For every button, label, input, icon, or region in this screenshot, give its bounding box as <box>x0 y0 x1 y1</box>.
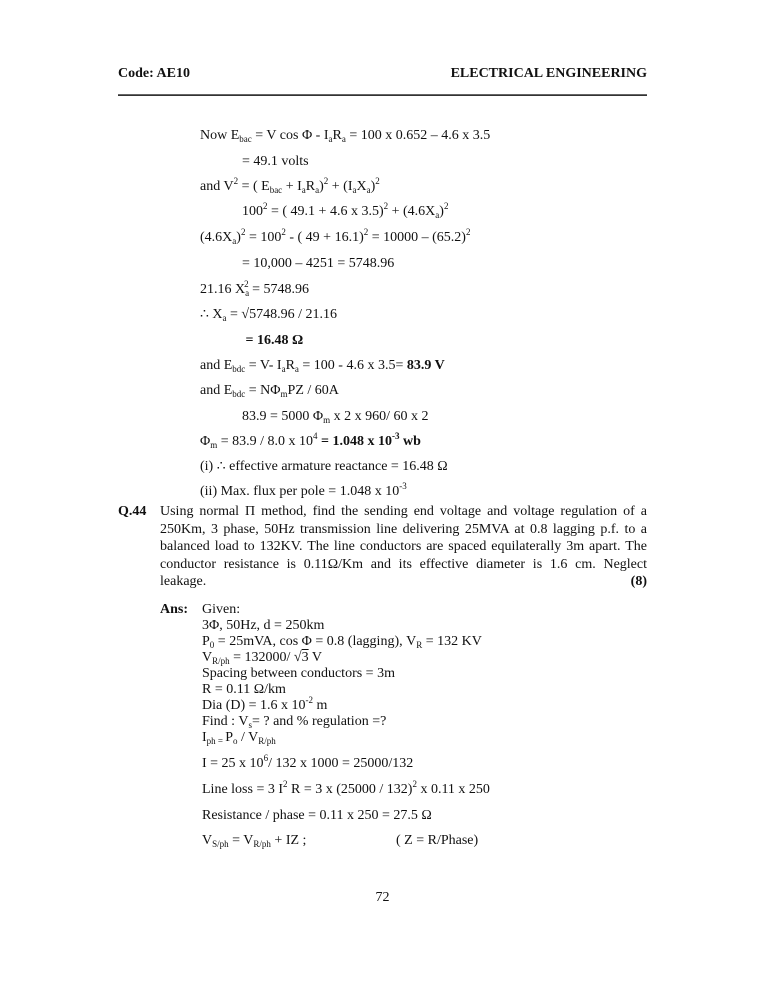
equation-result-volts: = 49.1 volts <box>242 154 309 169</box>
equation-flux-result: $\Phi_m = 83.9 / 8.0$ x $10^4 = 1.048$ x $10^{-3}$ wb <box>200 431 421 450</box>
given-resistance: R = 0.11 Ω/km <box>202 682 286 697</box>
given-phase-freq-distance: 3Φ, 50Hz, d = 250km <box>202 618 325 633</box>
equation-subtraction: = 10,000 – 4251 = 5748.96 <box>242 256 395 271</box>
answer-max-flux: (ii) Max. flux per pole = 1.048 x $10^{-3}$ <box>200 481 407 499</box>
equation-v-squared: and $V^2$ = ( $E_{bac} + I_aR_a)^2 + (I_aX_a)^2$ <box>200 176 380 195</box>
equation-ebac: Now $E_{bac} = V$ $\cos \Phi - I_aR_a = 100$ x 0.652 – 4.6 x 3.5 <box>200 128 491 144</box>
equation-ebdc: and $E_{bdc} = V-$ $I_aR_a = 100 - 4.6$ x 3.5= 83.9 V <box>200 358 445 374</box>
header-rule <box>118 94 647 96</box>
given-diameter: Dia (D) = 1.6 x $10^{-2}$ m <box>202 695 328 713</box>
equation-line-loss: Line loss = 3 $I^2$ R = 3 x (25000 / 132)$^2$ x 0.11 x 250 <box>202 779 490 797</box>
equation-resistance-per-phase: Resistance / phase = 0.11 x 250 = 27.5 Ω <box>202 808 432 823</box>
equation-flux-substitution: 83.9 = 5000 $\Phi_m$ x 2 x 960/ 60 x 2 <box>242 409 429 425</box>
equation-xa-sqrt: ∴ $X_a = √5748.96 / 21.16$ <box>200 307 337 323</box>
equation-xa-squared: 21.16 $X_a^2 = 5748.96$ <box>200 279 310 298</box>
document-subject: ELECTRICAL ENGINEERING <box>450 66 647 81</box>
equation-46xa-squared: $(4.6X_a)^2 = 100^2$ - ( $49 + 16.1)^2 = 10000 - (65.2)^2$ <box>200 227 471 246</box>
question-marks: (8) <box>630 574 647 589</box>
equation-current: I = 25 x $10^6/$ 132 x 1000 = 25000/132 <box>202 753 414 771</box>
answer-label: Ans: <box>160 602 189 617</box>
impedance-note: ( Z = R/Phase) <box>396 833 479 848</box>
equation-iph: $I_{ph =}$ $P_o / V_{R/ph}$ <box>202 730 276 746</box>
find-statement: Find : $V_s=$ ? and % regulation =? <box>202 714 387 730</box>
document-code: Code: AE10 <box>118 66 190 81</box>
given-vr-phase: $V_{R/ph} = 132000/$ √3 V <box>202 650 322 666</box>
given-power: $P_0 = 25mVA$, cos Φ = 0.8 (lagging), $V_R = 132$ KV <box>202 634 482 650</box>
question-number: Q.44 <box>118 504 147 519</box>
question-text: Using normal Π method, find the sending end voltage and voltage regulation of a 250Km, 3 phase, 50Hz transmission line delivering 25MVA at 0.8 lagging p.f. to a balanced load to 132KV. The line conductors are spaced equilaterally 3m apart. The conductor resistance is 0.11Ω/Km and its effective diameter is 1.6 cm. Neglect leakage. <box>160 504 647 589</box>
equation-100-squared: $100^2$ = ( 49.1 + 4.6 x $3.5)^2 + (4.6X_a)^2$ <box>242 201 449 220</box>
answer-reactance: (i) ∴ effective armature reactance = 16.48 Ω <box>200 459 448 474</box>
given-heading: Given: <box>202 602 241 617</box>
equation-sending-voltage: $V_{S/ph} = V_{R/ph}$ + IZ ; <box>202 833 307 849</box>
page-number: 72 <box>375 890 390 905</box>
equation-ebdc-formula: and $E_{bdc} = N\Phi_mPZ / 60A$ <box>200 383 339 399</box>
given-spacing: Spacing between conductors = 3m <box>202 666 395 681</box>
equation-xa-result: = 16.48 Ω <box>245 333 304 348</box>
